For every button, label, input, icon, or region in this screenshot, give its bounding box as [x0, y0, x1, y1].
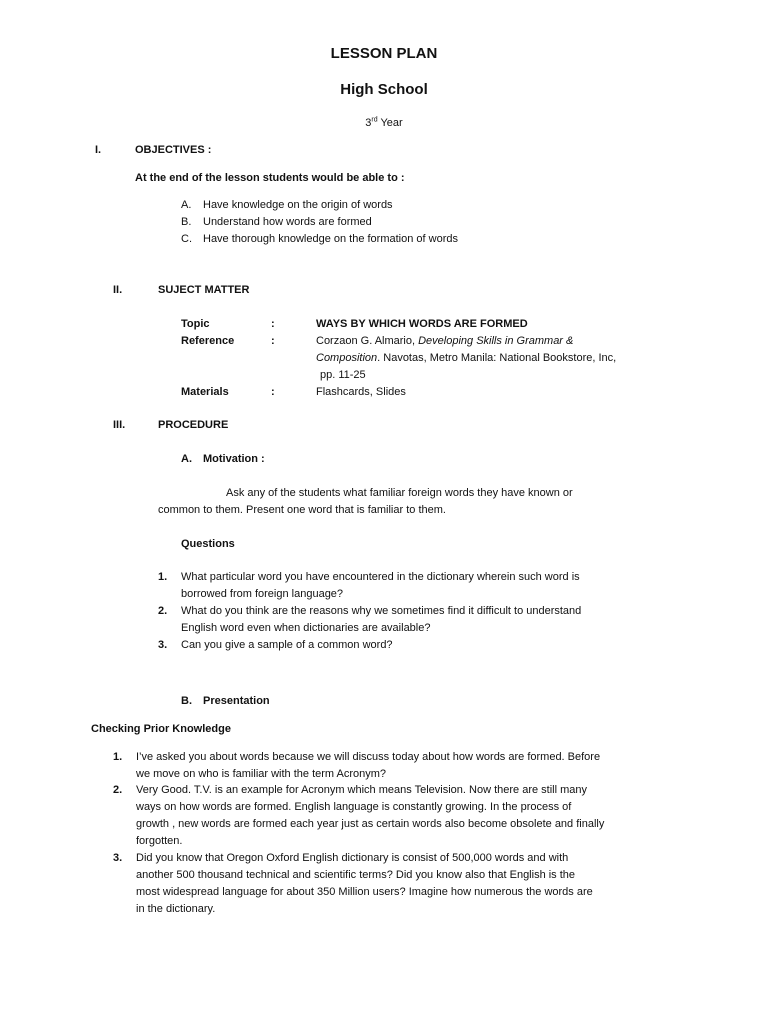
- questions-heading: Questions: [181, 538, 235, 550]
- objectives-numeral: I.: [95, 144, 102, 156]
- prior-item-line: growth , new words are formed each year just as certain words also become obsolete and finally: [136, 818, 605, 830]
- topic-value: WAYS BY WHICH WORDS ARE FORMED: [316, 318, 528, 330]
- prior-item-line: we move on who is familiar with the term Acronym?: [136, 768, 387, 780]
- objectives-intro: At the end of the lesson students would be able to :: [135, 172, 405, 184]
- objectives-heading: OBJECTIVES :: [135, 144, 212, 156]
- topic-colon: :: [271, 318, 275, 330]
- procedure-heading: PROCEDURE: [158, 419, 229, 431]
- objective-item-letter: A.: [181, 199, 192, 211]
- prior-item-line: I’ve asked you about words because we will discuss today about how words are formed. Before: [136, 751, 601, 763]
- prior-item-line: in the dictionary.: [136, 903, 216, 915]
- prior-item-line: forgotten.: [136, 835, 183, 847]
- prior-item-number: 1.: [113, 751, 123, 763]
- prior-item-line: Did you know that Oregon Oxford English dictionary is consist of 500,000 words and with: [136, 852, 569, 864]
- materials-colon: :: [271, 386, 275, 398]
- year-number: 3: [365, 117, 372, 129]
- presentation-heading: Presentation: [203, 695, 270, 707]
- reference-label: Reference: [181, 335, 235, 347]
- prior-item-line: Very Good. T.V. is an example for Acronym which means Television. Now there are still many: [136, 784, 588, 796]
- prior-item-number: 2.: [113, 784, 123, 796]
- question-number: 3.: [158, 639, 168, 651]
- prior-knowledge-heading: Checking Prior Knowledge: [91, 723, 231, 735]
- reference-colon: :: [271, 335, 275, 347]
- motivation-heading: Motivation :: [203, 453, 265, 465]
- reference-title-2: Composition: [316, 352, 378, 364]
- presentation-letter: B.: [181, 695, 192, 707]
- subject-numeral: II.: [113, 284, 123, 296]
- objective-item-text: Have thorough knowledge on the formation of words: [203, 233, 458, 245]
- question-text: English word even when dictionaries are available?: [181, 622, 431, 634]
- question-text: Can you give a sample of a common word?: [181, 639, 393, 651]
- page-title: LESSON PLAN: [330, 45, 438, 62]
- motivation-text-line: Ask any of the students what familiar foreign words they have known or: [226, 487, 573, 499]
- materials-value: Flashcards, Slides: [316, 386, 406, 398]
- motivation-letter: A.: [181, 453, 192, 465]
- objective-item-letter: C.: [181, 233, 192, 245]
- reference-publisher: . Navotas, Metro Manila: National Bookstore, Inc,: [377, 352, 617, 364]
- subject-heading: SUJECT MATTER: [158, 284, 250, 296]
- reference-line-1: [316, 333, 573, 350]
- procedure-numeral: III.: [113, 419, 126, 431]
- year-word: Year: [380, 117, 403, 129]
- topic-label: Topic: [181, 318, 210, 330]
- question-number: 1.: [158, 571, 168, 583]
- objective-item-letter: B.: [181, 216, 192, 228]
- prior-item-line: another 500 thousand technical and scientific terms? Did you know also that English is the: [136, 869, 576, 881]
- prior-item-line: most widespread language for about 350 Million users? Imagine how numerous the words are: [136, 886, 593, 898]
- grade-year: [0, 115, 768, 132]
- objective-item-text: Understand how words are formed: [203, 216, 372, 228]
- reference-pages: pp. 11-25: [320, 369, 366, 381]
- motivation-text-line: common to them. Present one word that is familiar to them.: [158, 504, 446, 516]
- reference-title-1: Developing Skills in Grammar &: [418, 335, 574, 347]
- question-text: What particular word you have encountered in the dictionary wherein such word is: [181, 571, 580, 583]
- reference-author: Corzaon G. Almario,: [316, 335, 419, 347]
- reference-line-2: [316, 350, 616, 367]
- prior-item-number: 3.: [113, 852, 123, 864]
- year-ordinal: rd: [371, 116, 378, 124]
- objective-item-text: Have knowledge on the origin of words: [203, 199, 393, 211]
- question-number: 2.: [158, 605, 168, 617]
- question-text: borrowed from foreign language?: [181, 588, 344, 600]
- materials-label: Materials: [181, 386, 229, 398]
- prior-item-line: ways on how words are formed. English language is constantly growing. In the process of: [136, 801, 572, 813]
- question-text: What do you think are the reasons why we sometimes find it difficult to understand: [181, 605, 582, 617]
- page-subtitle: High School: [340, 81, 428, 98]
